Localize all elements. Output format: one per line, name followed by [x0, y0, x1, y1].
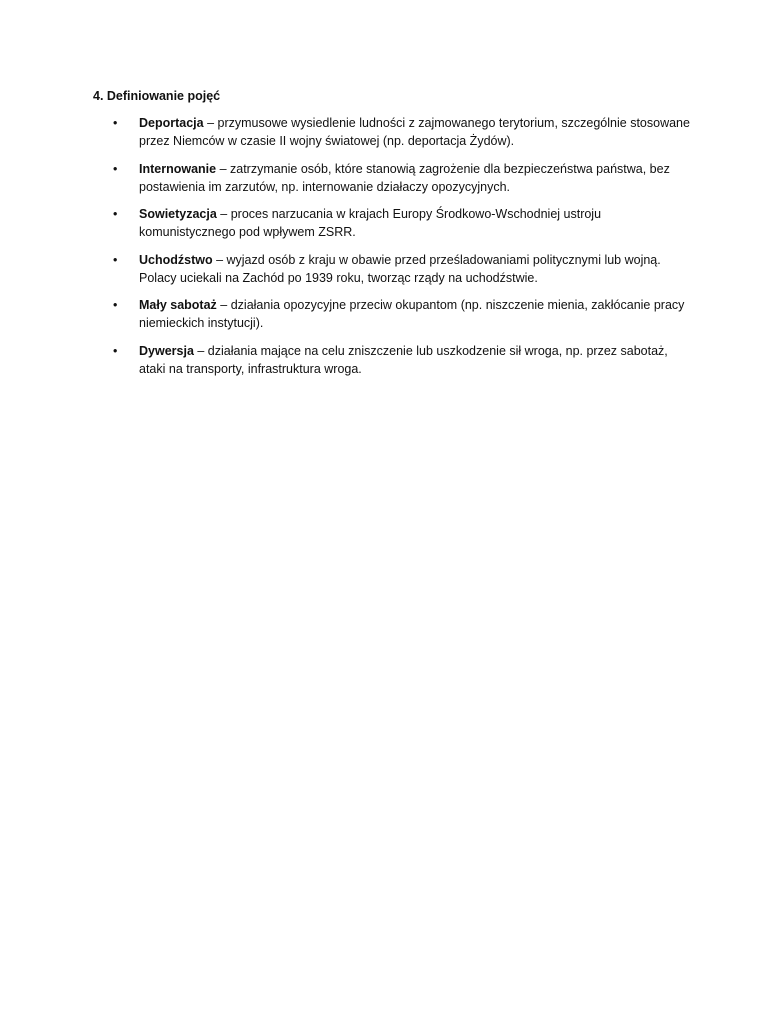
bullet: •: [113, 298, 118, 312]
definition-text: – wyjazd osób z kraju w obawie przed prześladowaniami politycznymi lub wojną. Polacy uciekali na Zachód po 1939 roku, tworząc rządy na uchodźstwie.: [139, 252, 661, 285]
bullet: •: [113, 161, 118, 176]
list-item: [93, 114, 693, 150]
definition-text: – działania mające na celu zniszczenie lub uszkodzenie sił wroga, np. przez sabotaż, ataki na transporty, infrastruktura wroga.: [139, 343, 668, 376]
list-item: [93, 296, 693, 332]
document-content: [93, 87, 693, 387]
definition-term: Deportacja: [139, 116, 204, 130]
section-heading: 4. Definiowanie pojęć: [93, 89, 221, 103]
definition-text: – działania opozycyjne przeciw okupantom (np. niszczenie mienia, zakłócanie pracy niemieckich instytucji).: [139, 298, 685, 330]
definition-term: Mały sabotaż: [139, 298, 217, 312]
list-item: [93, 205, 693, 241]
definition-text: – proces narzucania w krajach Europy Środkowo-Wschodniej ustroju komunistycznego pod wpływem ZSRR.: [139, 207, 602, 239]
definition-term: Uchodźstwo: [139, 252, 213, 267]
list-item: [93, 160, 693, 196]
bullet: •: [113, 343, 118, 358]
definition-term: Sowietyzacja: [139, 207, 217, 221]
bullet: •: [113, 116, 118, 130]
definition-text: – przymusowe wysiedlenie ludności z zajmowanego terytorium, szczególnie stosowane przez Niemców w czasie II wojny światowej (np. deportacja Żydów).: [139, 116, 690, 148]
list-item: [93, 342, 693, 378]
list-item: [93, 251, 693, 287]
bullet: •: [113, 252, 118, 267]
bullet: •: [113, 207, 118, 221]
definition-term: Internowanie: [139, 161, 217, 176]
definitions-list: [93, 114, 693, 378]
definition-term: Dywersja: [139, 343, 194, 358]
definition-text: – zatrzymanie osób, które stanowią zagrożenie dla bezpieczeństwa państwa, bez postawienia im zarzutów, np. internowanie działaczy opozycyjnych.: [139, 161, 670, 194]
